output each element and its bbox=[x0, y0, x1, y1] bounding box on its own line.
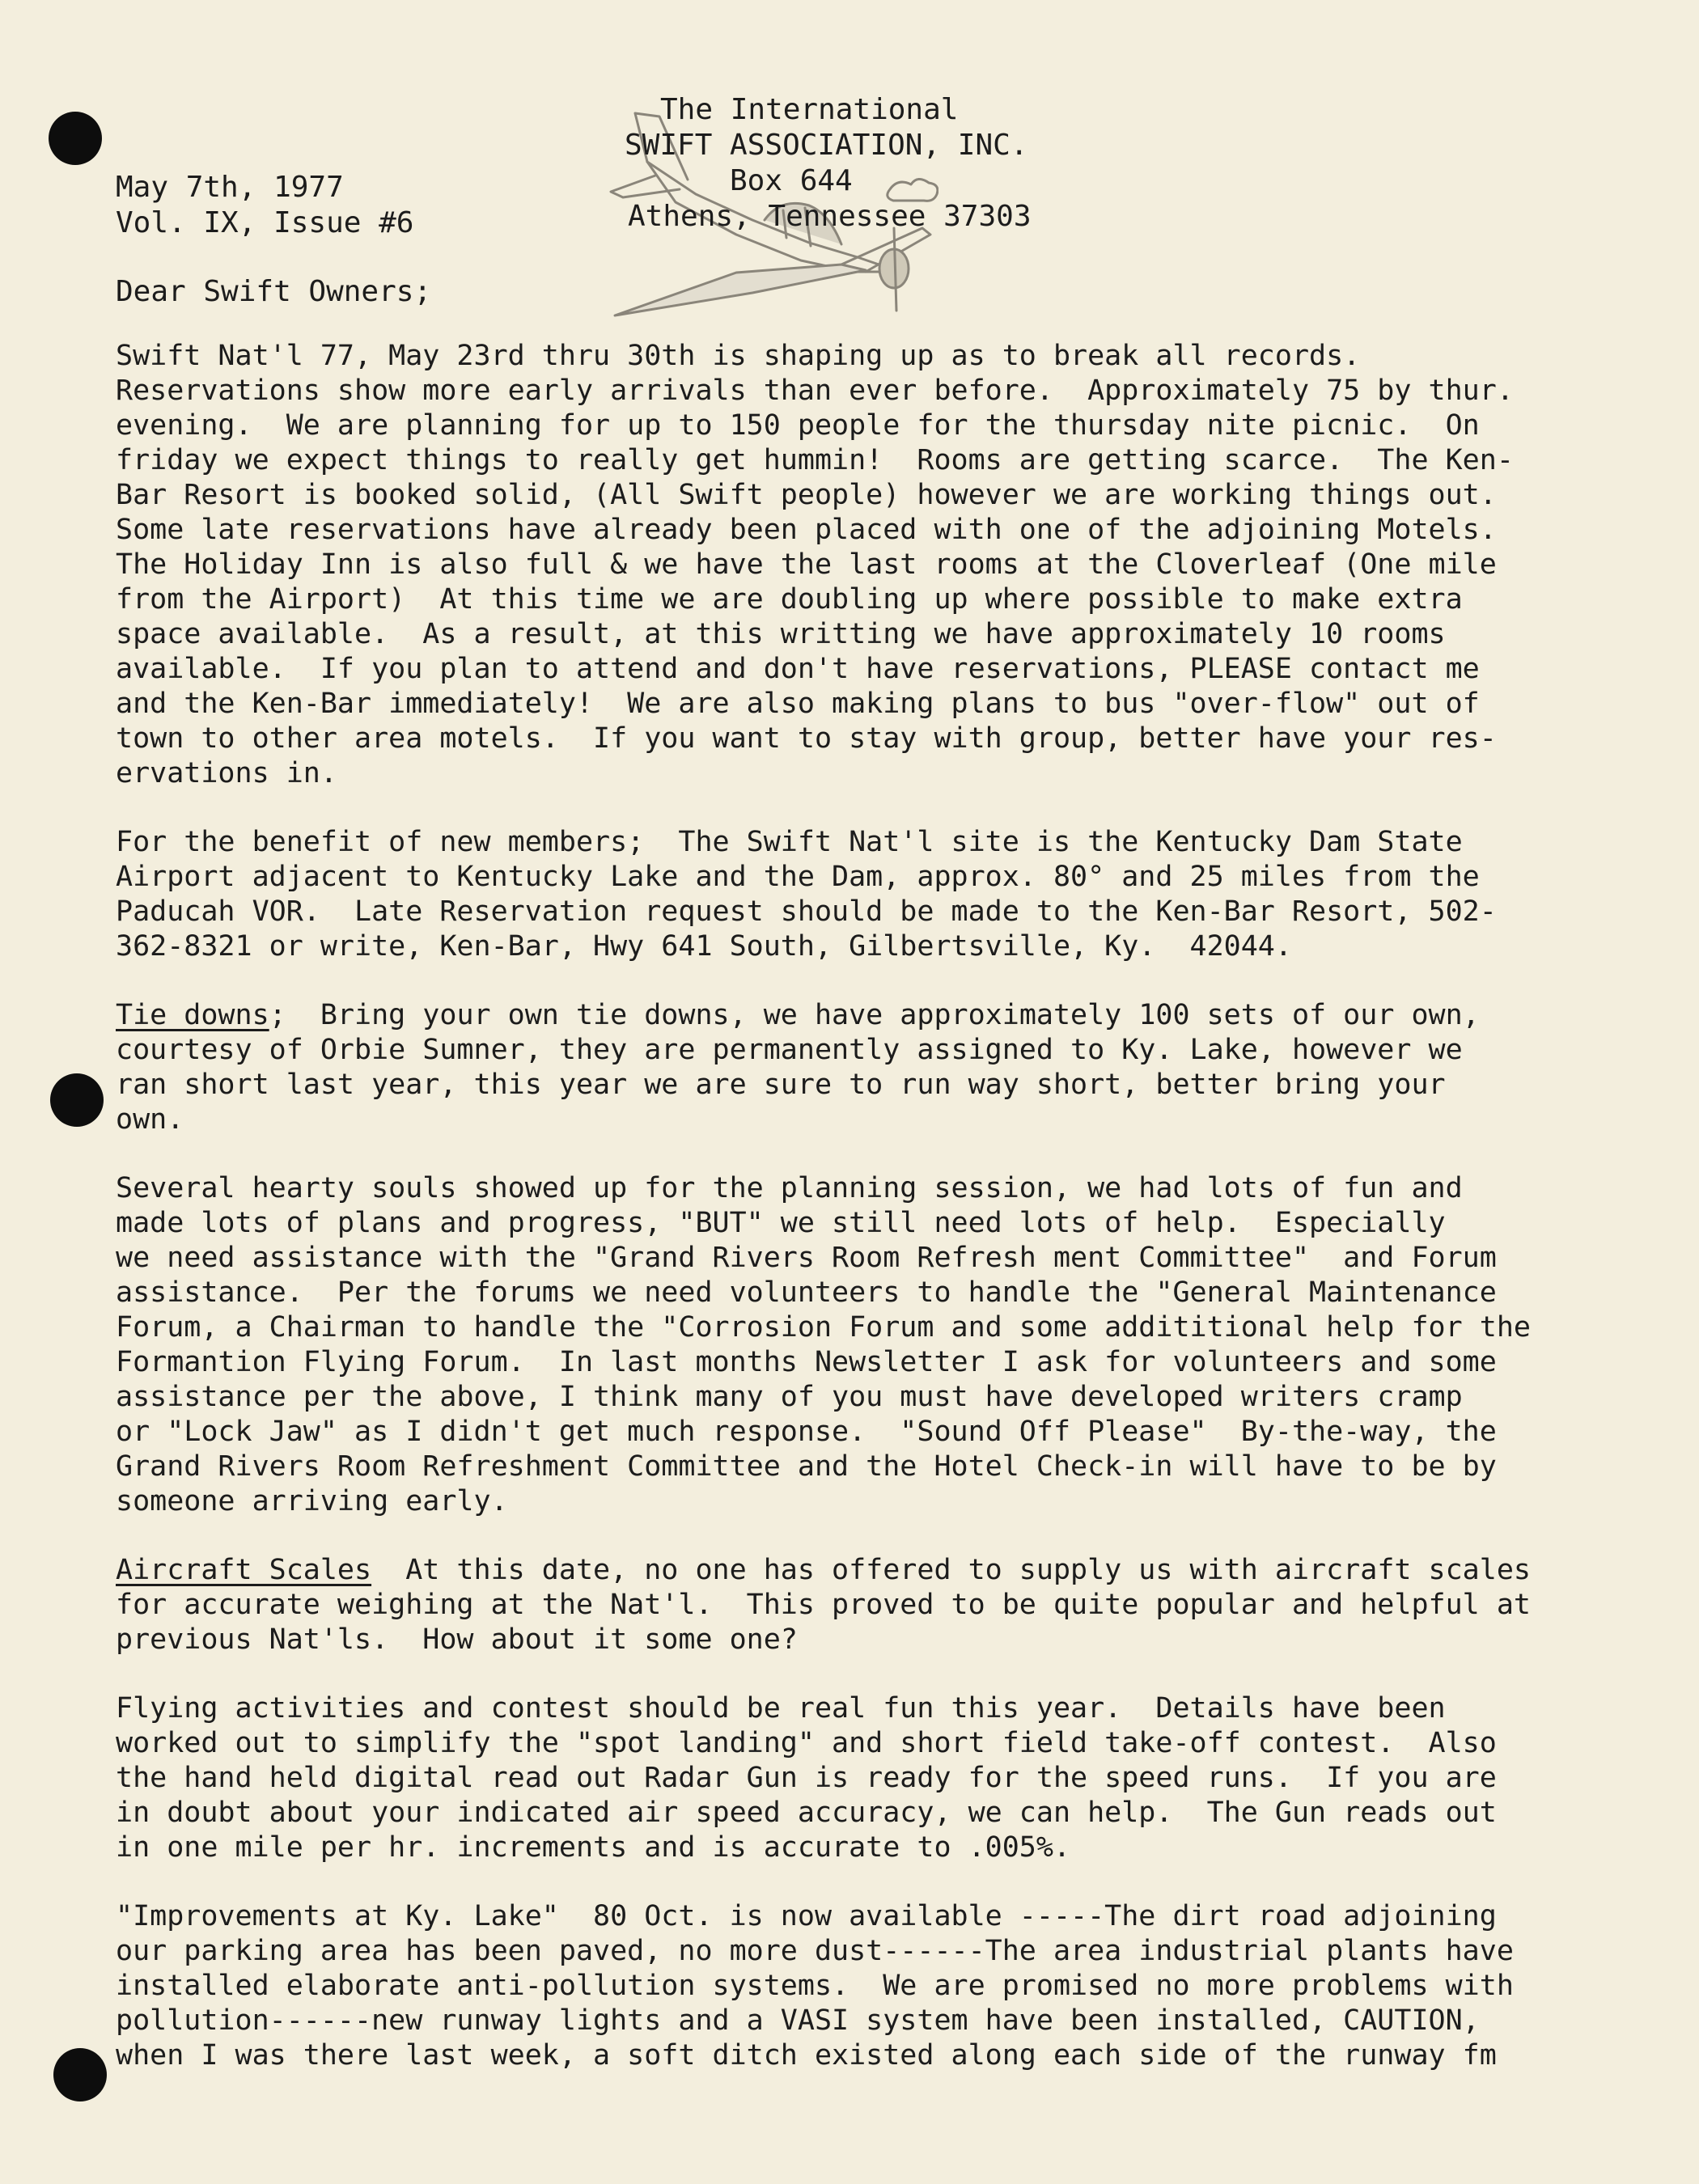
text-line: ervations in. bbox=[116, 757, 337, 789]
text-line: "Improvements at Ky. Lake" 80 Oct. is now available -----The dirt road adjoining bbox=[116, 1900, 1497, 1932]
text-line: Forum, a Chairman to handle the "Corrosion Forum and some addititional help for the bbox=[116, 1311, 1531, 1344]
letterhead bbox=[599, 91, 1125, 333]
text-line: the hand held digital read out Radar Gun is ready for the speed runs. If you are bbox=[116, 1762, 1497, 1794]
text-line: installed elaborate anti-pollution systems. We are promised no more problems with bbox=[116, 1970, 1514, 2002]
paragraph-gap bbox=[116, 791, 1669, 825]
paragraph bbox=[116, 339, 1669, 791]
text-line bbox=[116, 1553, 1669, 1588]
punch-hole bbox=[50, 1073, 104, 1127]
text-line: Several hearty souls showed up for the planning session, we had lots of fun and bbox=[116, 1172, 1463, 1204]
text-line: assistance. Per the forums we need volunteers to handle the "General Maintenance bbox=[116, 1276, 1497, 1309]
text-line: or "Lock Jaw" as I didn't get much response. "Sound Off Please" By-the-way, the bbox=[116, 1416, 1497, 1448]
text-line: Swift Nat'l 77, May 23rd thru 30th is shaping up as to break all records. bbox=[116, 340, 1361, 372]
paragraph bbox=[116, 1899, 1669, 2073]
text-line: pollution------new runway lights and a VASI system have been installed, CAUTION, bbox=[116, 2004, 1480, 2037]
text-line: from the Airport) At this time we are doubling up where possible to make extra bbox=[116, 583, 1463, 616]
text-line: worked out to simplify the "spot landing" and short field take-off contest. Also bbox=[116, 1727, 1497, 1759]
text-line: made lots of plans and progress, "BUT" we still need lots of help. Especially bbox=[116, 1207, 1446, 1239]
paragraph-gap bbox=[116, 964, 1669, 998]
text-line: space available. As a result, at this writting we have approximately 10 rooms bbox=[116, 618, 1446, 650]
text-line: someone arriving early. bbox=[116, 1485, 508, 1517]
text-line: when I was there last week, a soft ditch existed along each side of the runway fm bbox=[116, 2039, 1497, 2072]
text-line: evening. We are planning for up to 150 people for the thursday nite picnic. On bbox=[116, 409, 1480, 442]
text-line: in doubt about your indicated air speed accuracy, we can help. The Gun reads out bbox=[116, 1797, 1497, 1829]
text-line: Reservations show more early arrivals than ever before. Approximately 75 by thur. bbox=[116, 375, 1514, 407]
paragraph bbox=[116, 1171, 1669, 1519]
letterhead-line: Box 644 bbox=[730, 164, 853, 197]
letterhead-line: Athens, Tennessee 37303 bbox=[628, 200, 1032, 233]
text-line bbox=[116, 998, 1669, 1033]
section-label: Aircraft Scales bbox=[116, 1554, 372, 1586]
text-line: we need assistance with the "Grand Rivers Room Refresh ment Committee" and Forum bbox=[116, 1242, 1497, 1274]
text-line: Paducah VOR. Late Reservation request should be made to the Ken-Bar Resort, 502- bbox=[116, 895, 1497, 928]
paragraph-gap bbox=[116, 1865, 1669, 1899]
dateline bbox=[116, 170, 413, 241]
text-line: Some late reservations have already been placed with one of the adjoining Motels. bbox=[116, 514, 1497, 546]
paragraph-gap bbox=[116, 1657, 1669, 1691]
text-line: town to other area motels. If you want to stay with group, better have your res- bbox=[116, 722, 1497, 755]
text-line: own. bbox=[116, 1103, 184, 1136]
text-span: ; Bring your own tie downs, we have approximately 100 sets of our own, bbox=[269, 999, 1480, 1031]
paragraph-gap bbox=[116, 1137, 1669, 1171]
text-line: previous Nat'ls. How about it some one? bbox=[116, 1623, 798, 1656]
text-line: Airport adjacent to Kentucky Lake and the Dam, approx. 80° and 25 miles from the bbox=[116, 861, 1480, 893]
paragraph-gap bbox=[116, 1519, 1669, 1553]
text-span: At this date, no one has offered to supply us with aircraft scales bbox=[371, 1554, 1531, 1586]
text-line: ran short last year, this year we are sure to run way short, better bring your bbox=[116, 1069, 1446, 1101]
punch-hole bbox=[49, 112, 102, 165]
text-line: The Holiday Inn is also full & we have the last rooms at the Cloverleaf (One mile bbox=[116, 548, 1497, 581]
text-line: Formantion Flying Forum. In last months Newsletter I ask for volunteers and some bbox=[116, 1346, 1497, 1378]
text-line: available. If you plan to attend and don't have reservations, PLEASE contact me bbox=[116, 653, 1480, 685]
text-line: Bar Resort is booked solid, (All Swift people) however we are working things out. bbox=[116, 479, 1497, 511]
text-line: Grand Rivers Room Refreshment Committee and the Hotel Check-in will have to be by bbox=[116, 1450, 1497, 1483]
paragraph-aircraft-scales bbox=[116, 1553, 1669, 1657]
text-line: in one mile per hr. increments and is accurate to .005%. bbox=[116, 1831, 1071, 1864]
text-line: courtesy of Orbie Sumner, they are permanently assigned to Ky. Lake, however we bbox=[116, 1034, 1463, 1066]
letterhead-line: The International bbox=[660, 93, 959, 126]
salutation: Dear Swift Owners; bbox=[116, 275, 432, 308]
text-line: and the Ken-Bar immediately! We are also making plans to bus "over-flow" out of bbox=[116, 688, 1480, 720]
paragraph bbox=[116, 825, 1669, 964]
section-label: Tie downs bbox=[116, 999, 269, 1031]
text-line: For the benefit of new members; The Swift Nat'l site is the Kentucky Dam State bbox=[116, 826, 1463, 858]
issue-number: Vol. IX, Issue #6 bbox=[116, 206, 414, 239]
paragraph-tie-downs bbox=[116, 998, 1669, 1137]
issue-date: May 7th, 1977 bbox=[116, 171, 344, 204]
paragraph bbox=[116, 1691, 1669, 1865]
text-line: Flying activities and contest should be real fun this year. Details have been bbox=[116, 1692, 1446, 1725]
text-line: 362-8321 or write, Ken-Bar, Hwy 641 South, Gilbertsville, Ky. 42044. bbox=[116, 930, 1292, 963]
text-line: our parking area has been paved, no more dust------The area industrial plants have bbox=[116, 1935, 1514, 1967]
letterhead-line: SWIFT ASSOCIATION, INC. bbox=[625, 129, 1028, 162]
text-line: assistance per the above, I think many of you must have developed writers cramp bbox=[116, 1381, 1463, 1413]
punch-hole bbox=[53, 2048, 107, 2101]
text-line: for accurate weighing at the Nat'l. This proved to be quite popular and helpful at bbox=[116, 1589, 1531, 1621]
text-line: friday we expect things to really get hummin! Rooms are getting scarce. The Ken- bbox=[116, 444, 1514, 476]
letter-body bbox=[116, 339, 1669, 2073]
